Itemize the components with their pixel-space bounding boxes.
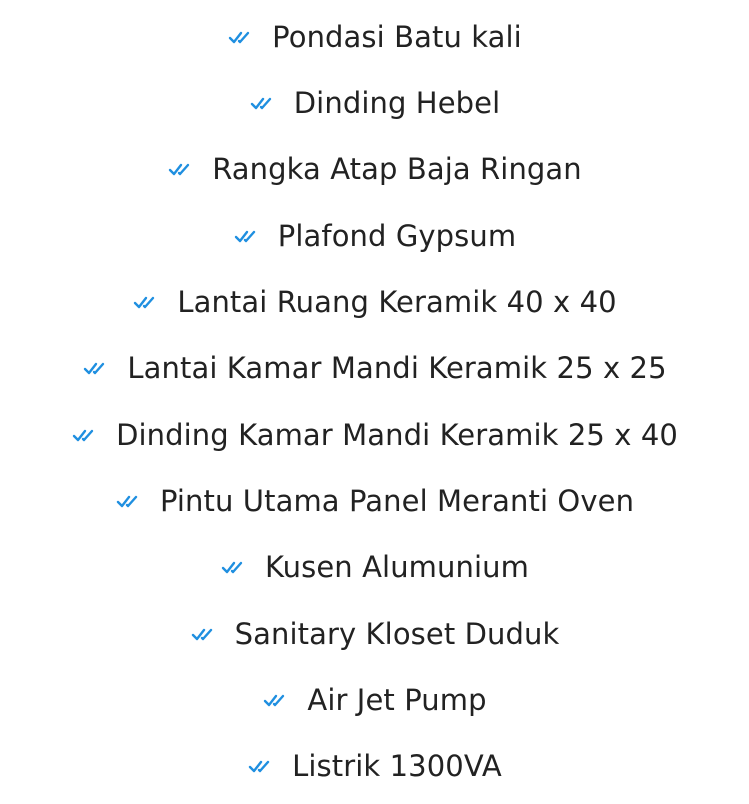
list-item-label: Air Jet Pump [307,682,487,717]
list-item-content [220,549,529,584]
double-check-icon [167,159,195,179]
list-item [0,277,749,327]
double-check-icon [82,358,110,378]
list-item-content [82,350,667,385]
list-item-label: Lantai Ruang Keramik 40 x 40 [177,284,617,319]
double-check-icon [249,93,277,113]
list-item-content [71,417,678,452]
double-check-icon [233,226,261,246]
double-check-icon [227,27,255,47]
double-check-icon [247,756,275,776]
list-item [0,410,749,460]
list-item-content [249,85,501,120]
double-check-icon [132,292,160,312]
double-check-icon [220,557,248,577]
list-item [0,12,749,62]
list-item [0,609,749,659]
list-item-content [132,284,617,319]
list-item [0,675,749,725]
list-item-content [262,682,487,717]
list-item-label: Pintu Utama Panel Meranti Oven [159,483,635,518]
list-item [0,343,749,393]
list-item-content [190,616,560,651]
list-item [0,741,749,791]
double-check-icon [115,491,143,511]
list-item [0,211,749,261]
list-item [0,144,749,194]
list-item-content [247,748,502,783]
list-item-label: Pondasi Batu kali [272,19,522,54]
list-item-content [227,19,522,54]
double-check-icon [71,425,99,445]
list-item-label: Dinding Kamar Mandi Keramik 25 x 40 [116,417,678,452]
list-item-label: Rangka Atap Baja Ringan [212,151,582,186]
double-check-icon [262,690,290,710]
list-item-label: Kusen Alumunium [265,549,529,584]
list-item-label: Dinding Hebel [293,85,501,120]
double-check-icon [190,624,218,644]
list-item-label: Plafond Gypsum [277,218,517,253]
list-item-label: Lantai Kamar Mandi Keramik 25 x 25 [127,350,667,385]
list-item [0,542,749,592]
list-item-label: Listrik 1300VA [292,748,502,783]
list-item-content [233,218,517,253]
list-item [0,78,749,128]
list-item-label: Sanitary Kloset Duduk [234,616,560,651]
list-item-content [167,151,582,186]
list-item-content [115,483,635,518]
list-item [0,476,749,526]
